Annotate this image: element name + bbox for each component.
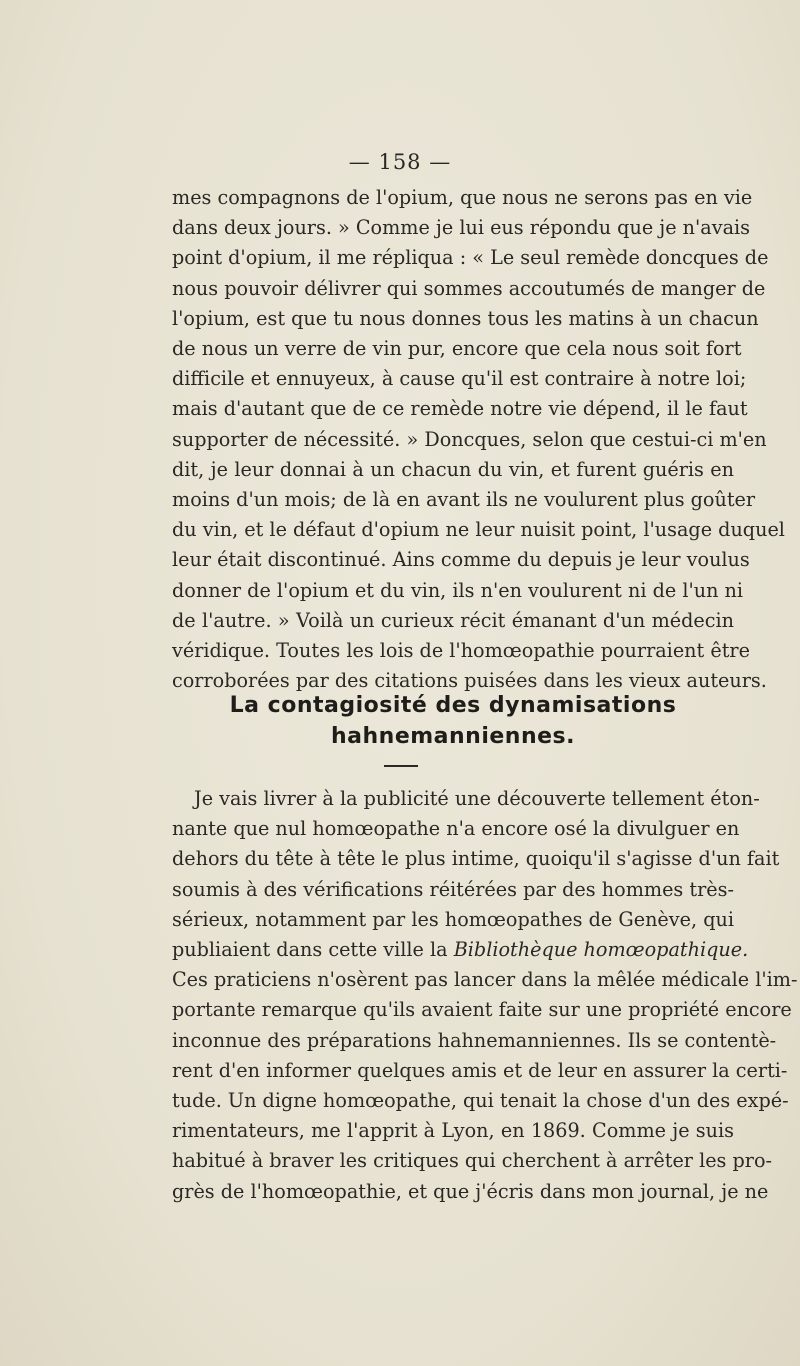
text-line: mais d'autant que de ce remède notre vie dépend, il le faut <box>172 397 748 421</box>
text-fragment: publiaient dans cette ville la <box>172 938 448 962</box>
journal-title: Bibliothèque homœopathique. <box>453 938 749 962</box>
text-line: du vin, et le défaut d'opium ne leur nuisit point, l'usage duquel <box>172 518 785 542</box>
text-line: nante que nul homœopathe n'a encore osé la divulguer en <box>172 817 740 841</box>
text-line: dehors du tête à tête le plus intime, quoiqu'il s'agisse d'un fait <box>172 847 780 871</box>
text-line: difficile et ennuyeux, à cause qu'il est contraire à notre loi; <box>172 367 747 391</box>
section-heading-line1: La contagiosité des dynamisations <box>229 693 677 718</box>
text-line: véridique. Toutes les lois de l'homœopathie pourraient être <box>172 639 750 663</box>
page-number: — 158 — <box>348 150 452 174</box>
text-line: sérieux, notamment par les homœopathes de Genève, qui <box>172 907 734 931</box>
text-line: rimentateurs, me l'apprit à Lyon, en 1869. Comme je suis <box>172 1119 734 1143</box>
text-line: donner de l'opium et du vin, ils n'en voulurent ni de l'un ni <box>172 578 744 602</box>
paragraph-opium-story <box>172 183 785 696</box>
text-line: rent d'en informer quelques amis et de leur en assurer la certi- <box>172 1058 788 1082</box>
text-line: dans deux jours. » Comme je lui eus répondu que je n'avais <box>172 216 751 240</box>
text-line: Je vais livrer à la publicité une découverte tellement éton- <box>194 787 760 810</box>
paragraph-contagion <box>172 784 798 1207</box>
text-line: point d'opium, il me répliqua : « Le seul remède doncques de <box>172 246 769 270</box>
text-line: dit, je leur donnai à un chacun du vin, et furent guéris en <box>172 457 734 481</box>
text-line: mes compagnons de l'opium, que nous ne serons pas en vie <box>172 186 753 209</box>
text-line: leur était discontinué. Ains comme du depuis je leur voulus <box>172 548 750 572</box>
text-line: inconnue des préparations hahnemanniennes. Ils se contentè- <box>172 1028 777 1052</box>
text-line: de nous un verre de vin pur, encore que cela nous soit fort <box>172 337 742 361</box>
text-line: corroborées par des citations puisées dans les vieux auteurs. <box>172 669 767 693</box>
section-heading <box>172 690 734 752</box>
text-line: tude. Un digne homœopathe, qui tenait la chose d'un des expé- <box>172 1089 789 1113</box>
text-line: nous pouvoir délivrer qui sommes accoutumés de manger de <box>172 276 766 300</box>
text-line: portante remarque qu'ils avaient faite sur une propriété encore <box>172 998 792 1022</box>
text-line: supporter de nécessité. » Doncques, selon que cestui-ci m'en <box>172 427 767 451</box>
text-line: de l'autre. » Voilà un curieux récit émanant d'un médecin <box>172 608 734 632</box>
section-heading-line2: hahnemanniennes. <box>330 724 575 749</box>
heading-rule <box>384 765 418 767</box>
text-line: habitué à braver les critiques qui cherchent à arrêter les pro- <box>172 1149 772 1173</box>
text-line-with-title <box>172 935 749 965</box>
text-line: grès de l'homœopathie, et que j'écris dans mon journal, je ne <box>172 1179 769 1203</box>
text-line: moins d'un mois; de là en avant ils ne voulurent plus goûter <box>172 488 756 512</box>
text-line: l'opium, est que tu nous donnes tous les matins à un chacun <box>172 306 759 330</box>
text-line: Ces praticiens n'osèrent pas lancer dans la mêlée médicale l'im- <box>172 968 798 992</box>
text-line: soumis à des vérifications réitérées par des hommes très- <box>172 877 734 901</box>
